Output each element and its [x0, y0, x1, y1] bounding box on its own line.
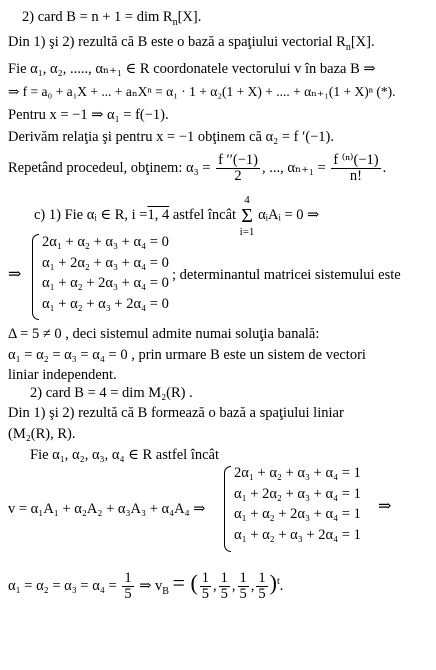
- solution-line: α₁ = α₂ = α₃ = α₄ = $\frac{1}{5}$ ⇒ $v_B$ = ( $\frac{1}{5}$ , $\frac{1}{5}$ , $\frac{1}{5}$ , $\frac{1}{5}$ )$^t$.: [8, 570, 284, 603]
- expansion-line: ⇒ f = a₀ + a₁X + ... + aₙXⁿ = α₁ · 1 + α₂(1 + X) + .... + αₙ₊₁(1 + X)ⁿ (*).: [8, 84, 396, 99]
- system1-eq3: α₁ + α₂ + 2α₃ + α₄ = 0: [42, 275, 169, 291]
- system2-eq3: α₁ + α₂ + 2α₃ + α₄ = 1: [234, 506, 361, 522]
- system1: [42, 232, 169, 314]
- system2-eq1: 2α₁ + α₂ + α₃ + α₄ = 1: [234, 465, 361, 481]
- determinant-text: ; determinantul matricei sistemului este: [172, 267, 401, 283]
- system2-arrow: ⇒: [378, 498, 392, 515]
- fraction-alpha3: $\frac{f ''(-1)}{2}$: [218, 152, 258, 185]
- basis-statement-1: Din 1) şi 2) rezultă că B este o bază a spaţiului vectorial $R_n[X]$.: [8, 34, 375, 53]
- coordinates-line: Fie α₁, α₂, ....., αₙ₊₁ ∈ R coordonatele vectorului v în baza B ⇒: [8, 61, 376, 77]
- derivative-line: Derivăm relaţia şi pentru x = −1 obţinem că α₂ = f ′(−1).: [8, 129, 334, 145]
- system1-eq2: α₁ + 2α₂ + α₃ + α₄ = 0: [42, 254, 169, 271]
- basis-statement-2: Din 1) şi 2) rezultă că B formează o bază a spaţiului liniar: [8, 405, 344, 421]
- system1-eq1: 2α₁ + α₂ + α₃ + α₄ = 0: [42, 234, 169, 250]
- vb-frac-1: $\frac{1}{5}$: [201, 570, 210, 603]
- fraction-alpha-n1: $\frac{\text{f ⁽ⁿ⁾(−1)}}{n!}$: [333, 152, 379, 185]
- independent-line: liniar independent.: [8, 367, 117, 383]
- part-c-line: c) 1) Fie αᵢ ∈ R, i =1, 4 astfel încât 4 Σ i=1 αᵢAᵢ = 0 ⇒: [34, 193, 320, 238]
- fie-alpha-line: Fie α₁, α₂, α₃, α₄ ∈ R astfel încât: [30, 447, 219, 463]
- system2-eq2: α₁ + 2α₂ + α₃ + α₄ = 1: [234, 485, 361, 502]
- trivial-solution-line: α₁ = α₂ = α₃ = α₄ = 0 , prin urmare B este un sistem de vectori: [8, 347, 366, 363]
- repeat-procedure-line: Repetând procedeul, obţinem: α₃ = $\frac{f ''(-1)}{2}$ , ..., αₙ₊₁ = $\frac{\text{f ⁽ⁿ⁾(−1)}}{n!}$ .: [8, 152, 387, 185]
- sum-symbol: 4 Σ i=1: [239, 193, 255, 238]
- system1-eq4: α₁ + α₂ + α₃ + 2α₄ = 0: [42, 295, 169, 312]
- delta-line: Δ = 5 ≠ 0 , deci sistemul admite numai soluţia banală:: [8, 326, 320, 342]
- vb-frac-3: $\frac{1}{5}$: [239, 570, 247, 603]
- fraction-one-fifth: $\frac{1}{5}$: [124, 570, 132, 603]
- vb-frac-2: $\frac{1}{5}$: [220, 570, 228, 603]
- card-line-2: 2) card B = 4 = dim M₂(R) .: [30, 385, 193, 401]
- card-line-1: 2) card B = n + 1 = dim $R_n[X]$.: [22, 9, 202, 28]
- system2: [234, 463, 361, 545]
- system2-eq4: α₁ + α₂ + α₃ + 2α₄ = 1: [234, 526, 361, 543]
- system1-arrow: ⇒: [8, 266, 22, 283]
- substitution-line: Pentru x = −1 ⇒ α₁ = f(−1).: [8, 107, 169, 123]
- linear-space-line: (M₂(R), R).: [8, 426, 76, 442]
- v-expansion-line: v = α₁A₁ + α₂A₂ + α₃A₃ + α₄A₄ ⇒: [8, 501, 206, 517]
- vb-frac-4: $\frac{1}{5}$: [258, 570, 266, 603]
